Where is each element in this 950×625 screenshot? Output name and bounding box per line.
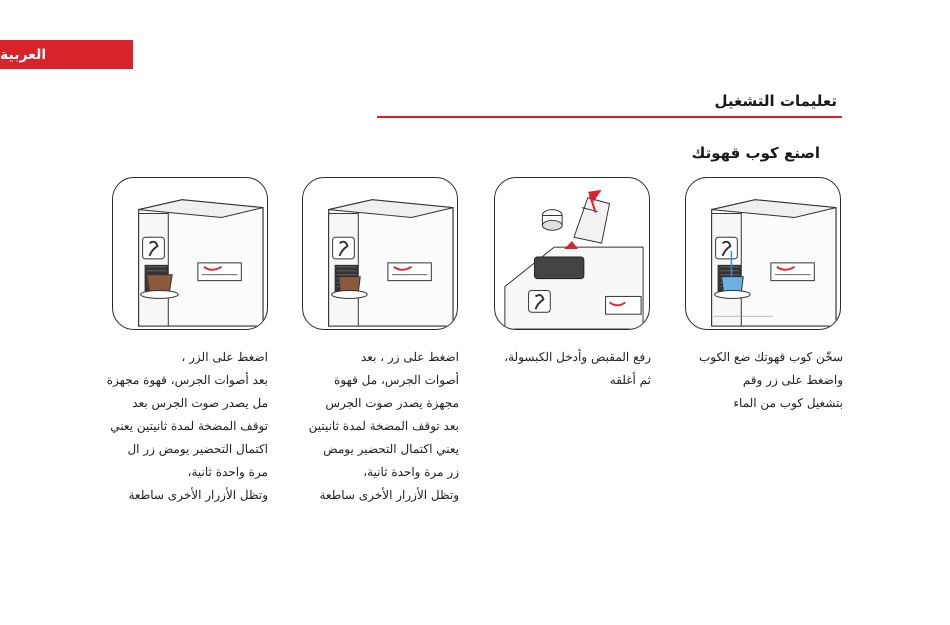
step-4-line: بعد أصوات الجرس، قهوة مجهزة	[106, 373, 268, 387]
subtitle: اصنع كوب قهوتك	[691, 144, 820, 162]
step-2-line: ثم أغلقه	[609, 373, 651, 387]
step-1-line: سخّن كوب قهوتك ضع الكوب	[698, 350, 843, 364]
step-2-text	[491, 346, 651, 392]
step-3-line: مجهزة يصدر صوت الجرس	[325, 396, 459, 410]
step-2-line: رفع المقبض وأدخل الكبسولة،	[504, 350, 651, 364]
machine-brewing-long-coffee-icon	[113, 178, 267, 329]
step-3-text	[299, 346, 459, 507]
step-1-line: بتشغيل كوب من الماء	[733, 396, 843, 410]
step-4-line: توقف المضخة لمدة ثانيتين يعني	[110, 419, 268, 433]
language-tab[interactable]: العربية	[0, 40, 133, 69]
step-3-illustration	[302, 177, 458, 330]
step-1-illustration	[685, 177, 841, 330]
step-3-line: وتظل الأزرار الأخرى ساطعة	[319, 488, 459, 502]
step-3-line: اضغط على زر ، بعد	[361, 350, 459, 364]
step-3-line: أصوات الجرس، مل قهوة	[334, 373, 459, 387]
machine-brewing-coffee-icon	[303, 178, 457, 329]
step-3-line: بعد توقف المضخة لمدة ثانيتين	[308, 419, 459, 433]
section-title: تعليمات التشغيل	[714, 92, 837, 110]
step-1-text	[683, 346, 843, 415]
title-underline	[377, 116, 842, 118]
step-4-line: مل يصدر صوت الجرس بعد	[132, 396, 268, 410]
machine-with-water-cup-icon	[686, 178, 840, 329]
step-4-text	[108, 346, 268, 507]
step-1-line: واضغط على زر وقم	[742, 373, 843, 387]
step-4-line: اكتمال التحضير يومض زر ال	[127, 442, 268, 456]
step-3-line: زر مرة واحدة ثانية،	[363, 465, 459, 479]
step-4-line: وتظل الأزرار الأخرى ساطعة	[128, 488, 268, 502]
step-2-illustration	[494, 177, 650, 330]
step-4-line: اضغط على الزر ،	[181, 350, 268, 364]
capsule-insertion-icon	[495, 178, 649, 329]
step-3-line: يعني اكتمال التحضير يومض	[323, 442, 459, 456]
step-4-line: مرة واحدة ثانية،	[187, 465, 268, 479]
step-4-illustration	[112, 177, 268, 330]
